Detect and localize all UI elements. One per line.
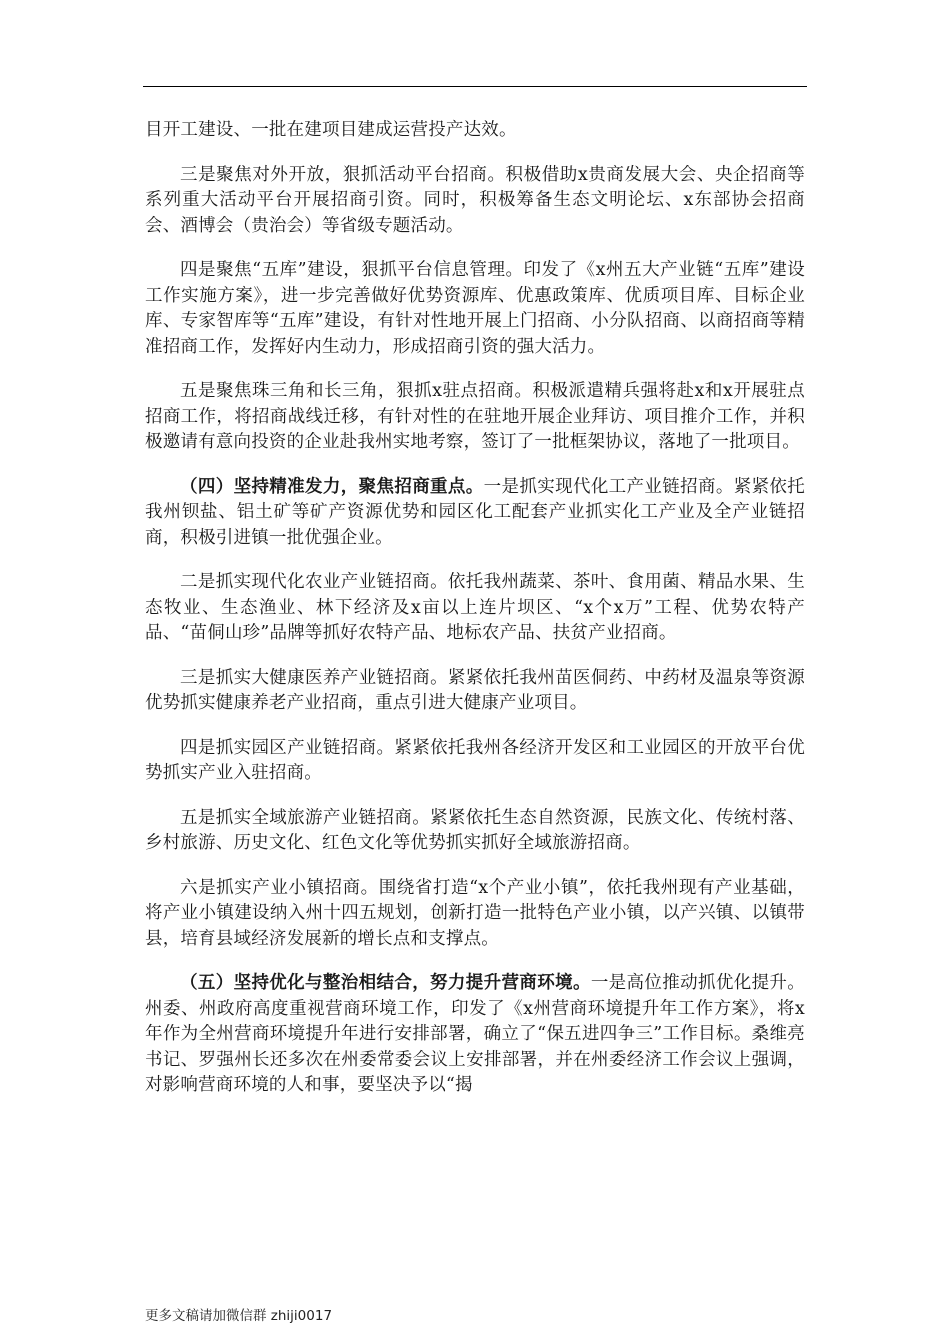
section-heading-5: （五）坚持优化与整治相结合，努力提升营商环境。	[180, 973, 591, 993]
paragraph-10	[145, 876, 805, 953]
paragraph-text: 五是聚焦珠三角和长三角，狠抓x驻点招商。积极派遣精兵强将赴x和x开展驻点招商工作，将招商战线迁移，有针对性的在驻地开展企业拜访、项目推介工作，并积极邀请有意向投资的企业赴我州实地考察，签订了一批框架协议，落地了一批项目。	[145, 381, 805, 452]
paragraph-text: 一是高位推动抓优化提升。州委、州政府高度重视营商环境工作，印发了《x州营商环境提升年工作方案》，将x年作为全州营商环境提升年进行安排部署，确立了“保五进四争三”工作目标。桑维亮书记、罗强州长还多次在州委常委会议上安排部署，并在州委经济工作会议上强调，对影响营商环境的人和事，要坚决予以“揭	[145, 973, 805, 1095]
paragraph-5	[145, 475, 805, 552]
paragraph-text: 五是抓实全域旅游产业链招商。紧紧依托生态自然资源，民族文化、传统村落、乡村旅游、历史文化、红色文化等优势抓实抓好全域旅游招商。	[145, 807, 805, 853]
paragraph-11	[145, 971, 805, 1099]
paragraph-8	[145, 736, 805, 787]
paragraph-2	[145, 163, 805, 240]
document-body	[145, 118, 805, 1118]
paragraph-text: 二是抓实现代化农业产业链招商。依托我州蔬菜、茶叶、食用菌、精品水果、生态牧业、生态渔业、林下经济及x亩以上连片坝区、“x个x万”工程、优势农特产品、“苗侗山珍”品牌等抓好农特产品、地标农产品、扶贫产业招商。	[145, 572, 805, 643]
footer-note: 更多文稿请加微信群 zhiji0017	[145, 1308, 333, 1324]
paragraph-9	[145, 806, 805, 857]
paragraph-1	[145, 118, 805, 144]
paragraph-6	[145, 570, 805, 647]
paragraph-text: 三是抓实大健康医养产业链招商。紧紧依托我州苗医侗药、中药材及温泉等资源优势抓实健康养老产业招商，重点引进大健康产业项目。	[145, 667, 805, 713]
paragraph-7	[145, 666, 805, 717]
header-rule	[143, 86, 807, 87]
paragraph-text: 四是抓实园区产业链招商。紧紧依托我州各经济开发区和工业园区的开放平台优势抓实产业入驻招商。	[145, 737, 805, 783]
paragraph-text: 一是抓实现代化工产业链招商。紧紧依托我州钡盐、铝土矿等矿产资源优势和园区化工配套产业抓实化工产业及全产业链招商，积极引进镇一批优强企业。	[145, 476, 805, 548]
paragraph-text: 目开工建设、一批在建项目建成运营投产达效。	[145, 120, 517, 140]
paragraph-4	[145, 379, 805, 456]
paragraph-text: 六是抓实产业小镇招商。围绕省打造“x个产业小镇”，依托我州现有产业基础，将产业小镇建设纳入州十四五规划，创新打造一批特色产业小镇，以产兴镇、以镇带县，培育县域经济发展新的增长点和支撑点。	[145, 877, 805, 949]
paragraph-text: 四是聚焦“五库”建设，狠抓平台信息管理。印发了《x州五大产业链“五库”建设工作实施方案》，进一步完善做好优势资源库、优惠政策库、优质项目库、目标企业库、专家智库等“五库”建设，有针对性地开展上门招商、小分队招商、以商招商等精准招商工作，发挥好内生动力，形成招商引资的强大活力。	[145, 260, 805, 357]
section-heading-4: （四）坚持精准发力，聚焦招商重点。	[180, 476, 484, 497]
paragraph-text: 三是聚焦对外开放，狠抓活动平台招商。积极借助x贵商发展大会、央企招商等系列重大活动平台开展招商引资。同时，积极筹备生态文明论坛、x东部协会招商会、酒博会（贵治会）等省级专题活动。	[145, 164, 805, 236]
paragraph-3	[145, 258, 805, 360]
